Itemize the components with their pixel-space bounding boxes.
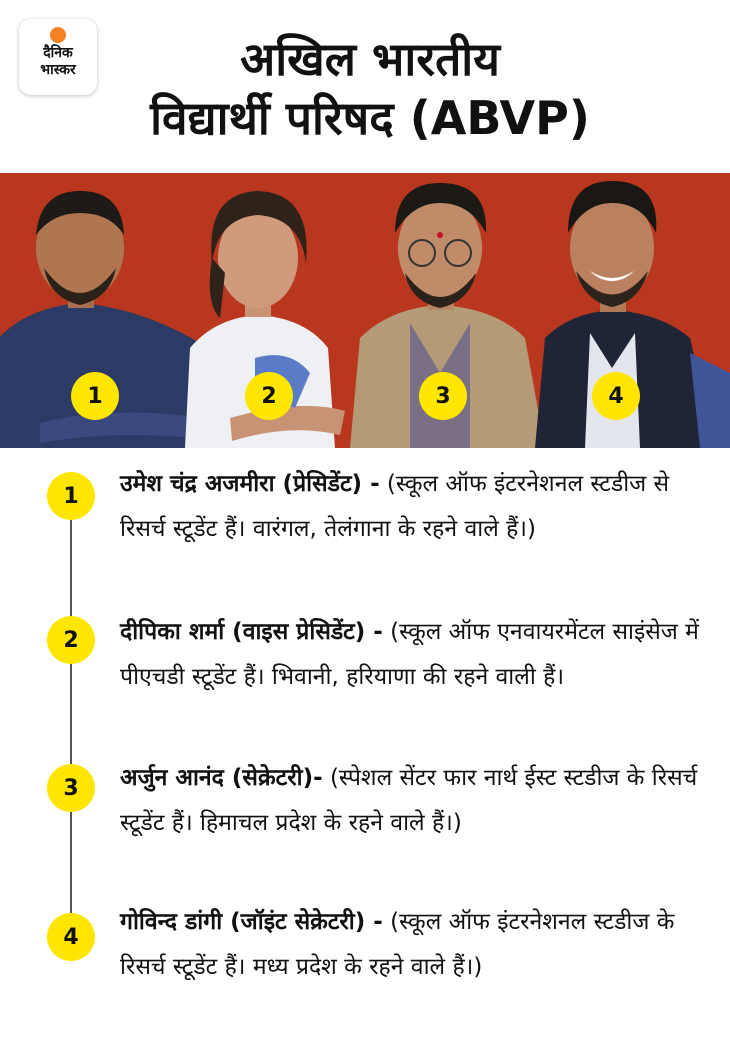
entry-description: (स्कूल ऑफ इंटरनेशनल स्टडीज से रिसर्च स्टूडेंट हैं। वारंगल, तेलंगाना के रहने वाले हैं।): [120, 471, 670, 542]
photo-badge-1: 1: [71, 372, 119, 420]
entry-name-role: अर्जुन आनंद (सेक्रेटरी)-: [120, 765, 323, 791]
number-badge: 3: [47, 764, 95, 812]
entry-text: [120, 610, 700, 700]
entry-description: (स्कूल ऑफ इंटरनेशनल स्टडीज के रिसर्च स्टूडेंट हैं। मध्य प्रदेश के रहने वाले हैं।): [120, 909, 675, 980]
timeline-connector: [70, 495, 72, 935]
photo-badge-3: 3: [419, 372, 467, 420]
page-title: [0, 30, 730, 148]
photo-badge-2: 2: [245, 372, 293, 420]
entry-name-role: गोविन्द डांगी (जॉइंट सेक्रेटरी) -: [120, 909, 383, 935]
entry-text: [120, 900, 700, 990]
entry-text: [120, 462, 700, 552]
entry-text: [120, 756, 700, 846]
number-badge: 2: [47, 616, 95, 664]
number-badge: 4: [47, 913, 95, 961]
number-badge: 1: [47, 472, 95, 520]
title-line-1: अखिल भारतीय: [240, 32, 500, 86]
entry-name-role: दीपिका शर्मा (वाइस प्रेसिडेंट) -: [120, 619, 383, 645]
entry-name-role: उमेश चंद्र अजमीरा (प्रेसिडेंट) -: [120, 471, 380, 497]
entry-description: (स्पेशल सेंटर फार नार्थ ईस्ट स्टडीज के रिसर्च स्टूडेंट हैं। हिमाचल प्रदेश के रहने वाले हैं।): [120, 765, 698, 836]
logo-text-line1: दैनिक: [43, 45, 73, 61]
title-line-2: विद्यार्थी परिषद (ABVP): [150, 91, 590, 145]
logo-text-line2: भास्कर: [40, 62, 76, 78]
entry-description: (स्कूल ऑफ एनवायरमेंटल साइंसेज में पीएचडी स्टूडेंट हैं। भिवानी, हरियाणा की रहने वाली हैं।: [120, 619, 699, 690]
photo-badge-4: 4: [592, 372, 640, 420]
